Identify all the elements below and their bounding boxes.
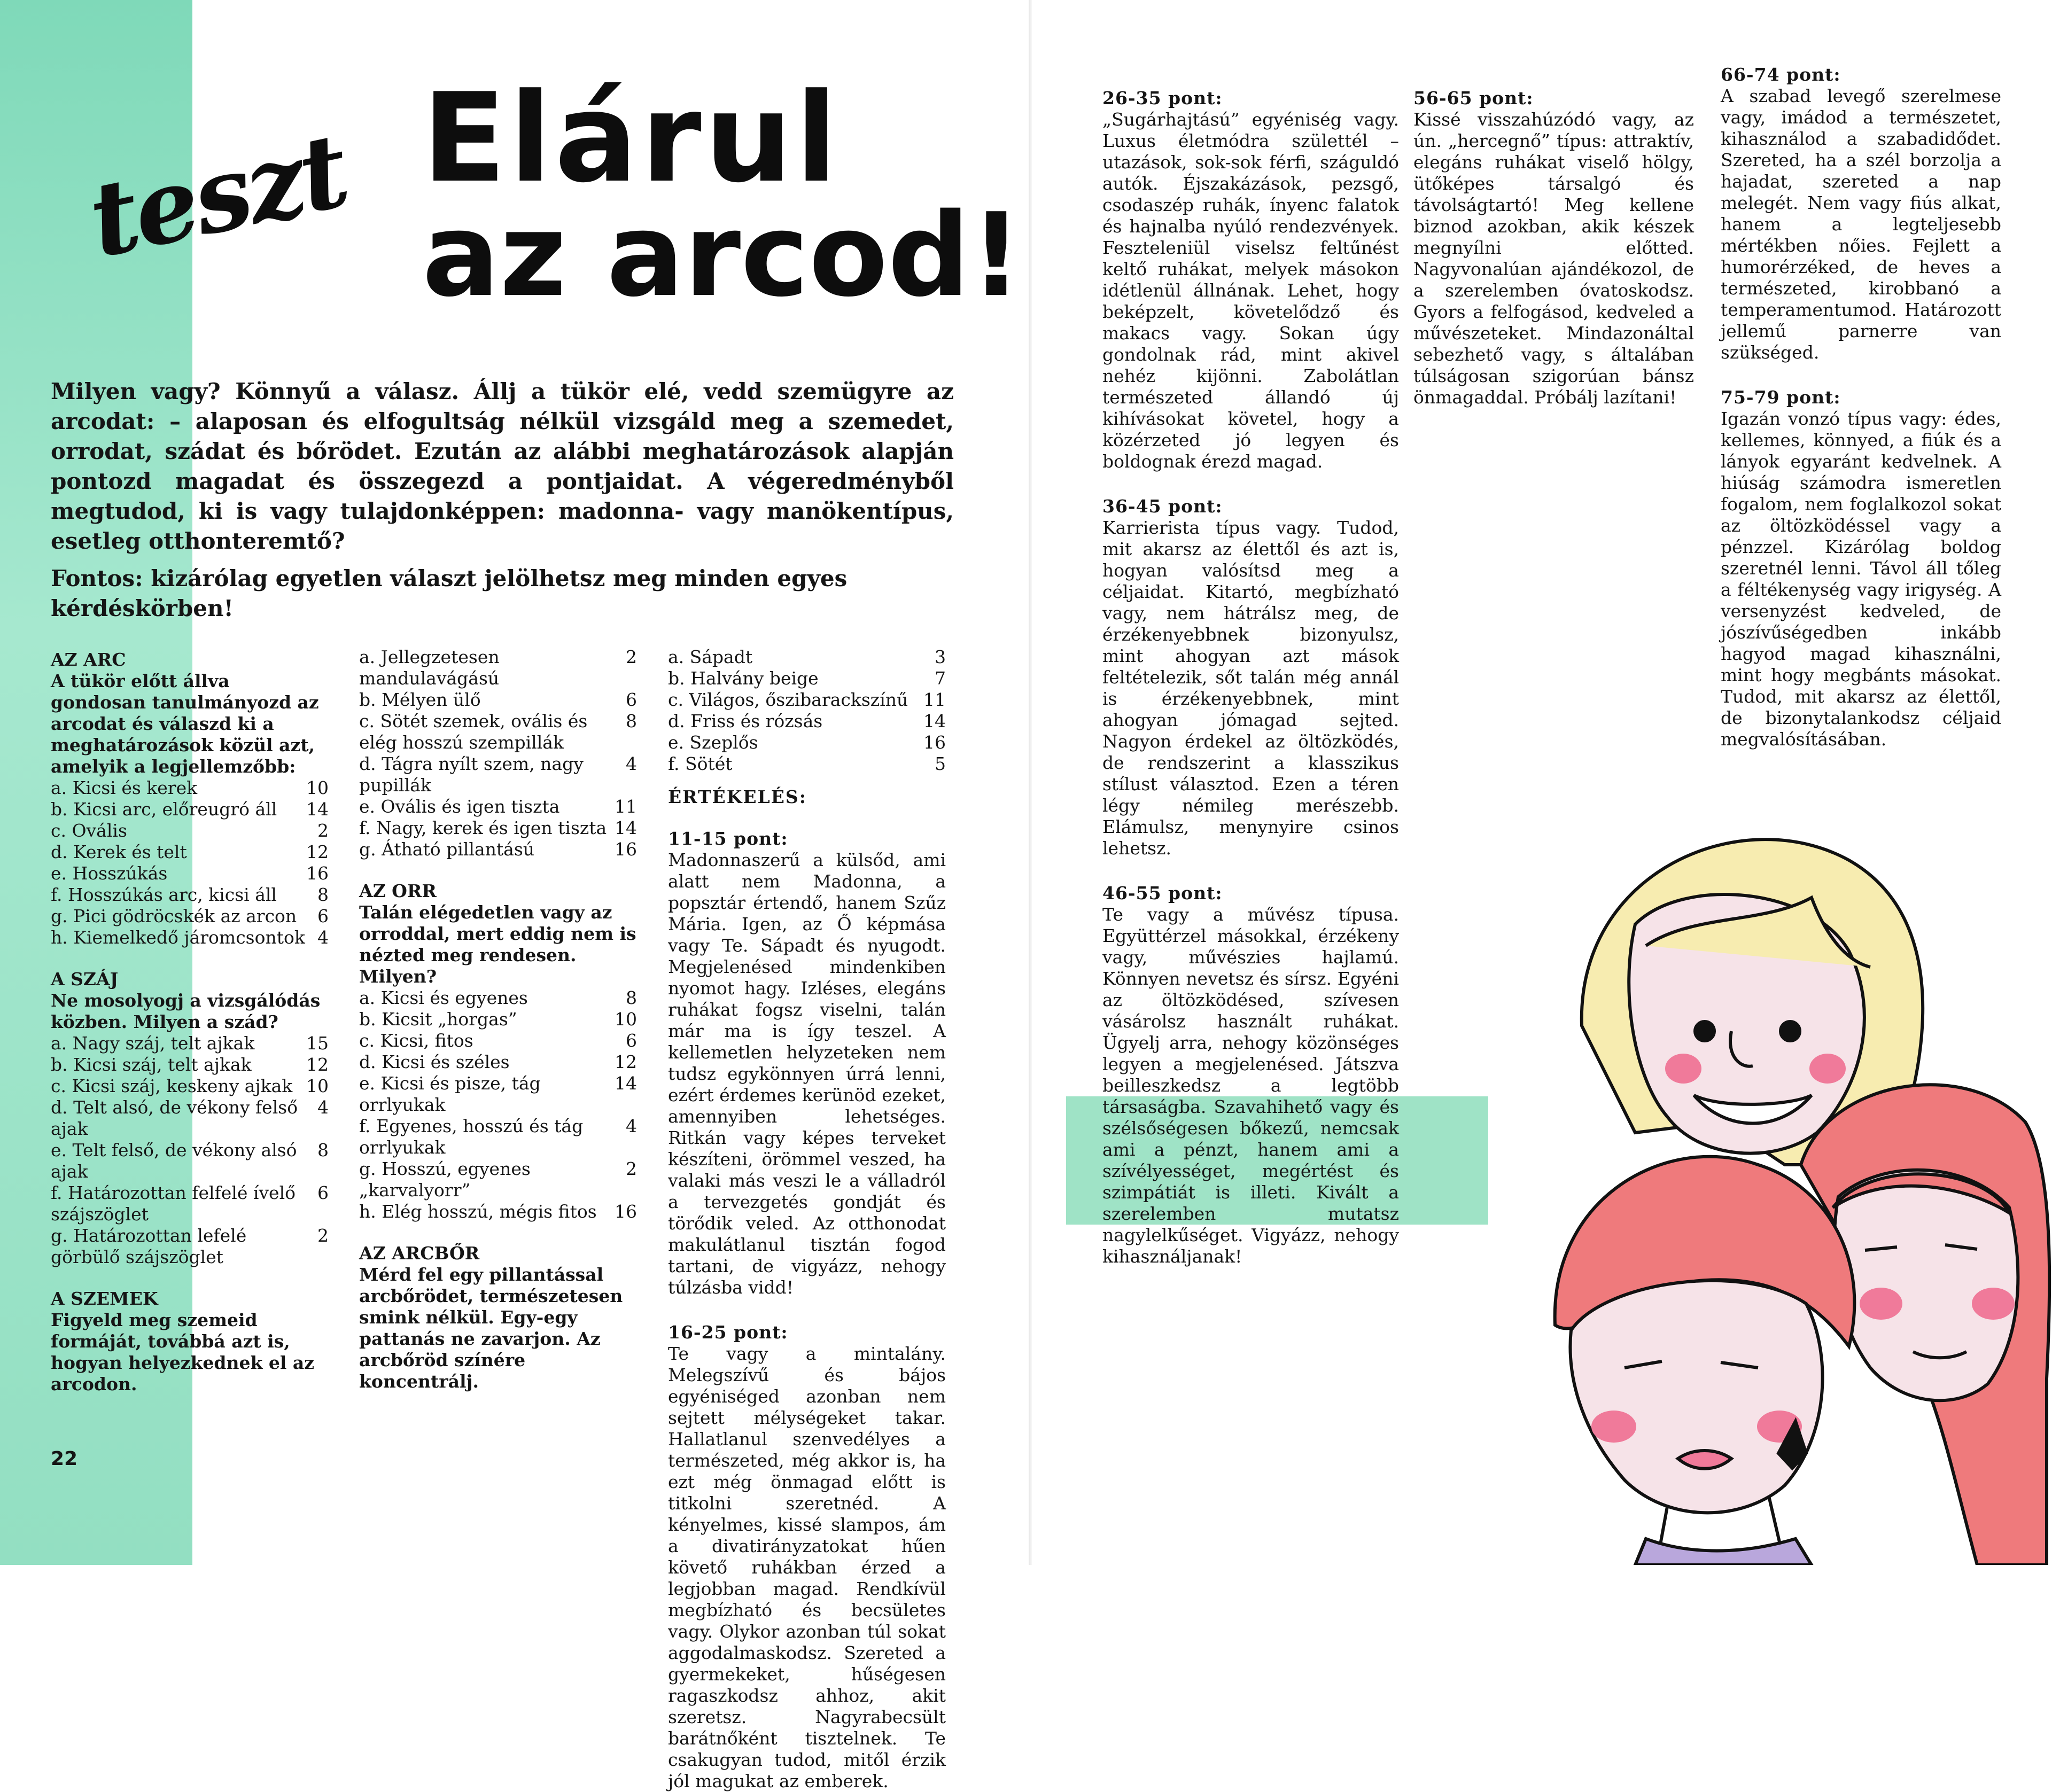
option-row (668, 646, 946, 668)
option-row (359, 796, 637, 817)
option-label: c. Kicsi száj, keskeny ajkak (51, 1076, 293, 1096)
score-text: Igazán vonzó típus vagy: édes, kellemes, könnyed, a fiúk és a lányok egyaránt kedvelnek. A hiúság számodra ismeretlen fogalom, nem foglalkozol sokat az öltözködéssel vagy a pénzzel. Kizárólag boldog szeretnél lenni. Távol áll tőleg a féltékenység vagy irigység. A versenyzést kedveled, de jószívűségedben inkább hagyod magad kihasználni, mint hogy megbánts másokat. Tudod, mit akarsz az élettől, de bizonytalankodsz céljaid megvalósításában. (1721, 408, 2001, 750)
section-heading: A SZÁJ (51, 969, 119, 990)
score-text: „Sugárhajtású” egyéniség vagy. Luxus életmódra születtél – utazások, sok-sok férfi, száguldó autók. Éjszakázások, pezsgő, csodaszép ruhák, ínyenc falatok és hajnalba nyúló rendezvények. Feszteleniül viselsz feltűnést keltő ruhákat, melyek másokon idétlenül állnának. Lehet, hogy beképzelt, követelődző és makacs vagy. Sokan úgy gondolnak rád, mint akivel nehéz kijönni. Zabolátlan természeted állandó új kihívásokat követel, hogy a közérzeted jó legyen és boldognak érezd magad. (1102, 109, 1399, 472)
score-text-part: Te vagy a művész típusa. Együttérzel másokkal, érzékeny vagy, művészies hajlamú. Könnyen nevetsz és sírsz. Egyéni az öltözködésed, szívesen vásárolsz használt ruhákat. Ügyelj arra, nehogy közönséges legyen a megjelenésed. Játszva beilleszkedsz a legtöbb társaságba. Szavahihető vagy és szélsőségesen bőkezű, nemcsak ami a pénzt, hanem ami a szívélyességet, megértést és szimpátiát is illeti. Kivált a szerelemben mutatsz nagylelkűséget. Vigyázz, nehogy kihasználjanak! (1102, 904, 1399, 1267)
page-gutter (1029, 0, 1032, 1565)
three-women-faces-illustration (1443, 791, 2052, 1565)
option-label: f. Nagy, kerek és igen tiszta (359, 817, 607, 838)
option-points: 4 (317, 1097, 329, 1118)
option-row (359, 1009, 637, 1030)
option-points: 6 (317, 1182, 329, 1203)
option-label: h. Kiemelkedő járomcsontok (51, 927, 305, 948)
options-list (668, 646, 946, 775)
section-heading: AZ ARC (51, 649, 126, 670)
option-points: 16 (306, 863, 329, 884)
option-label: b. Kicsi száj, telt ajkak (51, 1054, 252, 1075)
teszt-label: teszt (79, 110, 356, 281)
option-row (359, 1116, 637, 1158)
score-range: 11-15 pont: (668, 828, 788, 849)
option-label: c. Ovális (51, 820, 127, 841)
option-points: 14 (615, 817, 637, 838)
section-question: A tükör előtt állva gondosan tanulmányozd az arcodat és válaszd ki a meghatározások közül azt, amelyik a legjellemzőbb: (51, 671, 319, 777)
option-label: g. Pici gödröcskék az arcon (51, 906, 297, 926)
option-points: 3 (935, 646, 946, 667)
options-list (359, 987, 637, 1222)
option-points: 4 (317, 927, 329, 948)
option-row (51, 906, 329, 927)
option-row (668, 711, 946, 732)
options-list (51, 1033, 329, 1268)
option-label: e. Hosszúkás (51, 863, 168, 884)
option-label: g. Hosszú, egyenes „karvalyorr” (359, 1158, 531, 1201)
option-label: a. Kicsi és kerek (51, 777, 198, 798)
option-row (359, 1158, 637, 1201)
score-text: Kissé visszahúzódó vagy, az ún. „hercegnő” típus: attraktív, elegáns ruhákat viselő hölgy, ütőképes társalgó és távolságtartó! Meg kellene biznod azokban, akik készek megnyílni előtted. Nagyvonalúan ajándékozol, de a szerelemben óvatoskodsz. Gyors a felfogásod, kedveled a művészeteket. Mindazonáltal sebezhető vagy, s általában túlságosan szigorúan bánsz önmagaddal. Próbálj lazítani! (1413, 109, 1694, 408)
option-row (51, 799, 329, 820)
option-row (359, 987, 637, 1009)
option-points: 16 (615, 1201, 637, 1222)
evaluation-heading: ÉRTÉKELÉS: (668, 786, 807, 807)
score-range: 36-45 pont: (1102, 496, 1223, 517)
option-row (359, 839, 637, 860)
option-points: 2 (317, 820, 329, 841)
option-label: c. Sötét szemek, ovális és elég hosszú szempillák (359, 711, 588, 753)
option-row (51, 1182, 329, 1225)
score-range: 16-25 pont: (668, 1322, 788, 1343)
option-label: e. Telt felső, de vékony alsó ajak (51, 1140, 297, 1182)
option-row (51, 1140, 329, 1182)
option-points: 10 (306, 777, 329, 798)
option-row (359, 646, 637, 689)
score-range: 46-55 pont: (1102, 883, 1223, 903)
score-range: 75-79 pont: (1721, 387, 1841, 408)
option-label: d. Tágra nyílt szem, nagy pupillák (359, 753, 584, 796)
short-haired-woman-face (1555, 1157, 1855, 1565)
section-question: Mérd fel egy pillantással arcbőrödet, természetesen smink nélkül. Egy-egy pattanás ne zavarjon. Az arcbőröd színére koncentrálj. (359, 1264, 623, 1392)
option-points: 12 (306, 1054, 329, 1075)
section-question: Talán elégedetlen vagy az orroddal, mert eddig nem is nézted meg rendesen. Milyen? (359, 902, 636, 987)
option-points: 2 (626, 1158, 637, 1179)
option-label: d. Friss és rózsás (668, 711, 823, 731)
option-label: d. Telt alsó, de vékony felső ajak (51, 1097, 298, 1139)
section-heading: A SZEMEK (51, 1288, 158, 1309)
option-points: 8 (626, 987, 637, 1008)
option-label: f. Határozottan felfelé ívelő szájszöglet (51, 1182, 296, 1225)
option-row (668, 732, 946, 753)
option-label: c. Kicsi, fitos (359, 1030, 473, 1051)
option-row (359, 1051, 637, 1073)
option-row (359, 1073, 637, 1116)
option-label: a. Kicsi és egyenes (359, 987, 528, 1008)
option-points: 8 (317, 884, 329, 905)
option-points: 8 (626, 711, 637, 731)
score-text: Karrierista típus vagy. Tudod, mit akarsz az élettől és azt is, hogyan valósítsd meg a céljaidat. Kitartó, megbízható vagy, nem hátrálsz meg, de érzékenyebbnek bizonyulsz, mint ahogyan azt mások feltételezik, sőt talán még annál is érzékenyebbnek, mint ahogyan jómagad sejted. Nagyon érdekel az öltözködés, de rendszerint a klasszikus stílust választod. Ezen a téren légy némileg merészebb. Elámulsz, menynyire csinos lehetsz. (1102, 517, 1399, 859)
option-points: 6 (626, 1030, 637, 1051)
option-row (359, 817, 637, 839)
option-row (359, 689, 637, 711)
option-label: g. Átható pillantású (359, 839, 535, 860)
option-points: 16 (923, 732, 946, 753)
option-label: d. Kicsi és széles (359, 1051, 510, 1072)
option-label: f. Hosszúkás arc, kicsi áll (51, 884, 277, 905)
option-row (51, 1097, 329, 1140)
option-label: b. Kicsi arc, előreugró áll (51, 799, 277, 820)
option-label: a. Nagy száj, telt ajkak (51, 1033, 255, 1054)
option-points: 8 (317, 1140, 329, 1160)
option-row (51, 863, 329, 884)
column-6 (1721, 64, 2001, 750)
option-points: 6 (317, 906, 329, 926)
score-range: 66-74 pont: (1721, 64, 1841, 85)
column-5 (1413, 64, 1694, 408)
option-row (359, 711, 637, 753)
title-line-2: az arcod! (422, 188, 1023, 322)
score-text: Madonnaszerű a külsőd, ami alatt nem Madonna, a popsztár értendő, hanem Szűz Mária. Igen, az Ő képmása vagy Te. Sápadt és nyugodt. Megjelenésed mindenkiben nyomot hagy. Izléses, elegáns ruhákat fogsz viselni, talán már ma is így teszel. A kellemetlen helyzeteken nem tudsz egykönnyen úrrá lenni, ezért érdemes kerünöd ezeket, amennyiben lehetséges. Ritkán vagy képes terveket készíteni, örömmel veszed, ha valaki más veszi le a válladról a tervezgetés gondját és törődik veled. Az otthonodat makulátlanul tisztán fogod tartani, de vigyázz, nehogy túlzásba vidd! (668, 850, 946, 1298)
title-line-1: Elárul (422, 67, 841, 210)
option-label: c. Világos, őszibarackszínű (668, 689, 908, 710)
option-points: 15 (306, 1033, 329, 1054)
option-row (51, 842, 329, 863)
column-4 (1102, 64, 1399, 1267)
option-row (668, 753, 946, 775)
option-row (51, 777, 329, 799)
score-range: 26-35 pont: (1102, 88, 1223, 108)
intro-paragraph: Milyen vagy? Könnyű a válasz. Állj a tükör elé, vedd szemügyre az arcodat: – alaposan és elfogultság nélkül vizsgáld meg a szemedet, orrodat, szádat és bőrödet. Ezután az alábbi meghatározások alapján pontozd magadat és összegezd a pontjaidat. A végeredményből megtudod, ki is vagy tulajdonképpen: madonna- vagy manökentípus, esetleg otthonteremtő? (51, 378, 954, 554)
option-points: 12 (615, 1051, 637, 1072)
score-text: A szabad levegő szerelmese vagy, imádod a természetet, kihasználod a szabadidődet. Szereted, ha a szél borzolja a hajadat, szereted a nap melegét. Nem vagy fiús alkat, hanem a legteljesebb mértékben nőies. Fejlett a humorérzéked, de heves a természeted, kirobbanó a temperamentumod. Határozott jellemű parnerre van szükséged. (1721, 85, 2001, 363)
option-points: 14 (306, 799, 329, 820)
option-points: 4 (626, 1116, 637, 1136)
section-heading: AZ ARCBŐR (359, 1243, 480, 1264)
option-points: 10 (615, 1009, 637, 1030)
option-row (51, 884, 329, 906)
option-label: b. Kicsit „horgas” (359, 1009, 517, 1030)
option-row (51, 1076, 329, 1097)
option-points: 4 (626, 753, 637, 774)
options-list (359, 646, 637, 860)
column-3 (668, 646, 946, 1792)
option-row (359, 1030, 637, 1051)
option-label: b. Mélyen ülő (359, 689, 481, 710)
option-row (51, 1033, 329, 1054)
column-2 (359, 646, 637, 1392)
option-points: 14 (615, 1073, 637, 1094)
column-1 (51, 649, 329, 1395)
option-label: f. Sötét (668, 753, 733, 774)
option-label: g. Határozottan lefelé görbülő szájszöglet (51, 1225, 247, 1267)
option-label: a. Jellegzetesen mandulavágású (359, 646, 500, 689)
option-row (668, 689, 946, 711)
option-points: 11 (923, 689, 946, 710)
fontos-note: Fontos: kizárólag egyetlen választ jelölhetsz meg minden egyes kérdéskörben! (51, 565, 848, 621)
page-number: 22 (51, 1448, 78, 1470)
option-label: f. Egyenes, hosszú és tág orrlyukak (359, 1116, 584, 1158)
option-points: 11 (615, 796, 637, 817)
option-points: 10 (306, 1076, 329, 1096)
section-heading: AZ ORR (359, 881, 437, 901)
options-list (51, 777, 329, 948)
option-row (359, 753, 637, 796)
option-points: 2 (626, 646, 637, 667)
score-range: 56-65 pont: (1413, 88, 1534, 108)
option-label: e. Ovális és igen tiszta (359, 796, 560, 817)
option-label: h. Elég hosszú, mégis fitos (359, 1201, 597, 1222)
option-row (51, 820, 329, 842)
option-row (51, 927, 329, 948)
option-points: 12 (306, 842, 329, 862)
section-question: Figyeld meg szemeid formáját, továbbá azt is, hogyan helyezkednek el az arcodon. (51, 1310, 314, 1394)
option-points: 6 (626, 689, 637, 710)
option-row (668, 668, 946, 689)
option-row (51, 1225, 329, 1268)
option-points: 5 (935, 753, 946, 774)
option-label: d. Kerek és telt (51, 842, 187, 862)
option-points: 7 (935, 668, 946, 689)
section-question: Ne mosolyogj a vizsgálódás közben. Milyen a szád? (51, 990, 321, 1032)
option-row (51, 1054, 329, 1076)
option-points: 2 (317, 1225, 329, 1246)
option-label: b. Halvány beige (668, 668, 819, 689)
option-label: e. Kicsi és pisze, tág orrlyukak (359, 1073, 541, 1115)
option-points: 14 (923, 711, 946, 731)
option-label: e. Szeplős (668, 732, 758, 753)
score-text-part: Te vagy a mintalány. Melegszívű és bájos egyéniséged azonban nem sejtett mélységeket takar. Hallatlanul szenvedélyes a természeted, még akkor is, ha ezt még önmagad előtt is titkolni szeretnéd. A kényelmes, kissé slampos, ám a divatirányzatokat hűen követő ruhákban érzed a legjobban magad. Rendkívül megbízható és becsületes vagy. Olykor azonban túl sokat aggodalmaskodsz. Szereted a gyermekeket, hűségesen ragaszkodsz ahhoz, akit szeretsz. Nagyrabecsült barátnőként tisztelnek. Te csakugyan tudod, mitől érzik jól magukat az emberek. (668, 1343, 946, 1791)
option-points: 16 (615, 839, 637, 860)
option-row (359, 1201, 637, 1222)
option-label: a. Sápadt (668, 646, 753, 667)
